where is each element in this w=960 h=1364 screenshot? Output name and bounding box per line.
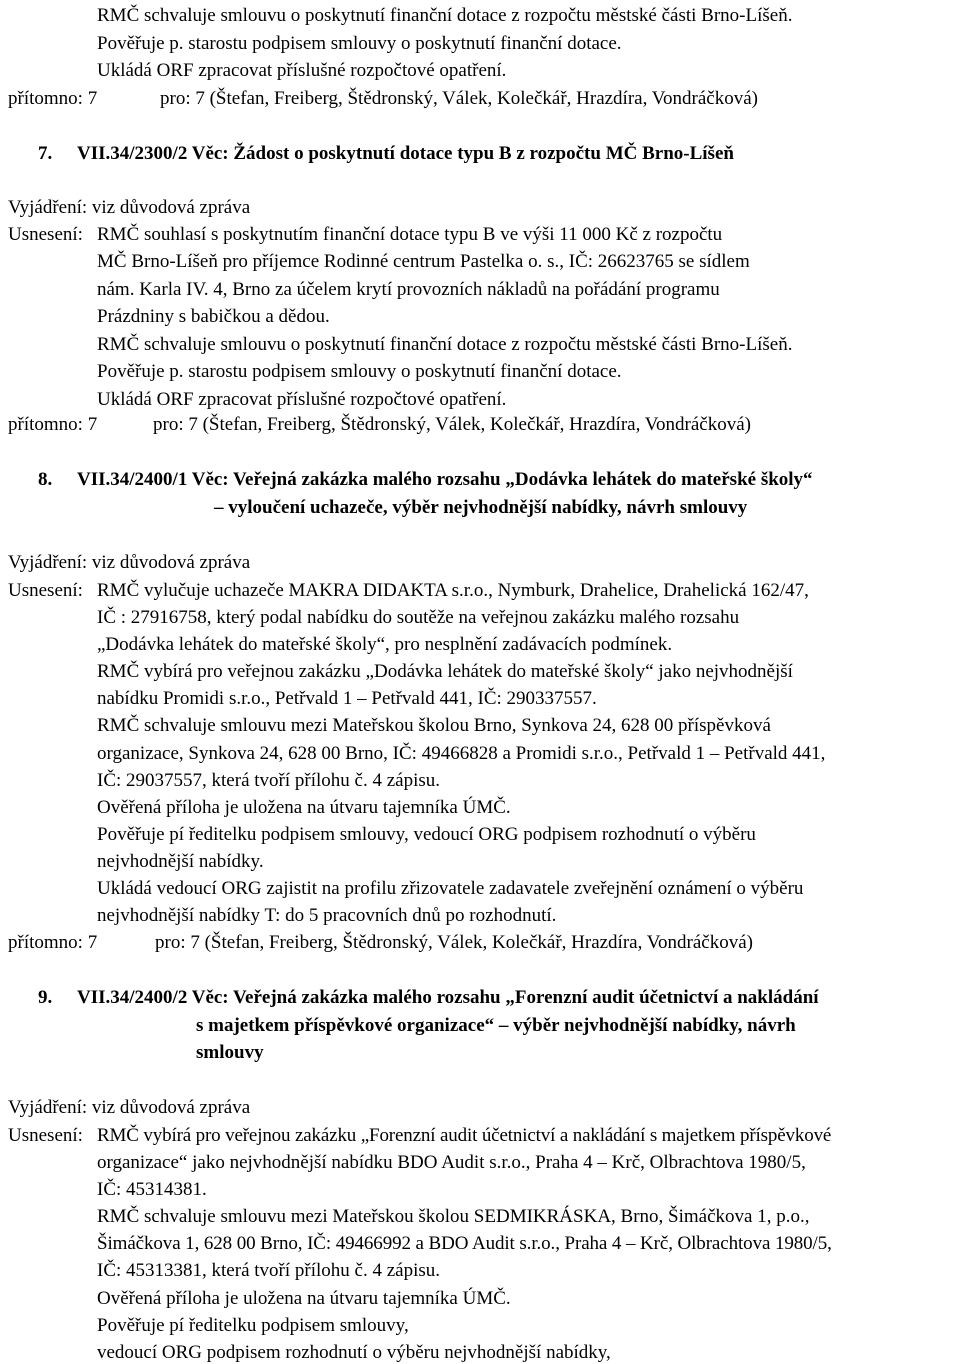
resolution-line: IČ: 45313381, která tvoří přílohu č. 4 zápisu. xyxy=(97,1260,440,1281)
resolution-label: Usnesení: xyxy=(8,224,83,245)
item-number: 7. xyxy=(38,143,53,164)
resolution-line: IČ : 27916758, který podal nabídku do soutěže na veřejnou zakázku malého rozsahu xyxy=(97,607,740,628)
resolution-label: Usnesení: xyxy=(8,1125,83,1146)
resolution-line: RMČ schvaluje smlouvu mezi Mateřskou školou Brno, Synkova 24, 628 00 příspěvková xyxy=(97,715,771,736)
resolution-line: Ověřená příloha je uložena na útvaru tajemníka ÚMČ. xyxy=(97,1288,511,1309)
resolution-line: RMČ schvaluje smlouvu mezi Mateřskou školou SEDMIKRÁSKA, Brno, Šimáčkova 1, p.o., xyxy=(97,1206,810,1227)
statement-line: Vyjádření: viz důvodová zpráva xyxy=(8,1097,251,1118)
resolution-line: Pověřuje pí ředitelku podpisem smlouvy, xyxy=(97,1315,409,1336)
resolution-line: organizace, Synkova 24, 628 00 Brno, IČ: 49466828 a Promidi s.r.o., Petřvald 1 – Petřvald 441, xyxy=(97,743,826,764)
resolution-line: nabídku Promidi s.r.o., Petřvald 1 – Petřvald 441, IČ: 290337557. xyxy=(97,688,597,709)
item-heading: VII.34/2400/2 Věc: Veřejná zakázka malého rozsahu „Forenzní audit účetnictví a nakládání xyxy=(77,987,819,1008)
resolution-line: vedoucí ORG podpisem rozhodnutí o výběru nejvhodnější nabídky, xyxy=(97,1342,611,1363)
resolution-line: RMČ souhlasí s poskytnutím finanční dotace typu B ve výši 11 000 Kč z rozpočtu xyxy=(97,224,723,245)
present-label: přítomno: 7 xyxy=(8,414,98,435)
resolution-line: Pověřuje pí ředitelku podpisem smlouvy, vedoucí ORG podpisem rozhodnutí o výběru xyxy=(97,824,756,845)
resolution-line: Prázdniny s babičkou a dědou. xyxy=(97,306,330,327)
resolution-line: organizace“ jako nejvhodnější nabídku BDO Audit s.r.o., Praha 4 – Krč, Olbrachtova 1980/5, xyxy=(97,1152,806,1173)
item-number: 8. xyxy=(38,469,53,490)
resolution-line: RMČ vybírá pro veřejnou zakázku „Forenzní audit účetnictví a nakládání s majetkem příspěvkové xyxy=(97,1125,832,1146)
resolution-line: nejvhodnější nabídky. xyxy=(97,851,264,872)
resolution-line: Ukládá vedoucí ORG zajistit na profilu zřizovatele zadavatele zveřejnění oznámení o výběru xyxy=(97,878,804,899)
item-heading: VII.34/2400/1 Věc: Veřejná zakázka malého rozsahu „Dodávka lehátek do mateřské školy“ xyxy=(77,469,813,490)
resolution-line: Šimáčkova 1, 628 00 Brno, IČ: 49466992 a BDO Audit s.r.o., Praha 4 – Krč, Olbrachtova 1980/5, xyxy=(97,1233,832,1254)
resolution-line: „Dodávka lehátek do mateřské školy“, pro nesplnění zadávacích podmínek. xyxy=(97,634,673,655)
vote-line: pro: 7 (Štefan, Freiberg, Štědronský, Válek, Kolečkář, Hrazdíra, Vondráčková) xyxy=(153,414,751,435)
text-line: Pověřuje p. starostu podpisem smlouvy o poskytnutí finanční dotace. xyxy=(97,33,622,54)
resolution-line: RMČ vybírá pro veřejnou zakázku „Dodávka lehátek do mateřské školy“ jako nejvhodnější xyxy=(97,661,793,682)
resolution-line: MČ Brno-Líšeň pro příjemce Rodinné centrum Pastelka o. s., IČ: 26623765 se sídlem xyxy=(97,251,750,272)
present-label: přítomno: 7 xyxy=(8,88,98,109)
item-heading: s majetkem příspěvkové organizace“ – výběr nejvhodnější nabídky, návrh xyxy=(196,1015,796,1036)
item-heading: smlouvy xyxy=(196,1042,264,1063)
statement-line: Vyjádření: viz důvodová zpráva xyxy=(8,197,251,218)
text-line: RMČ schvaluje smlouvu o poskytnutí finanční dotace z rozpočtu městské části Brno-Líšeň. xyxy=(97,5,793,26)
resolution-line: IČ: 45314381. xyxy=(97,1179,207,1200)
text-line: Ukládá ORF zpracovat příslušné rozpočtové opatření. xyxy=(97,60,507,81)
statement-line: Vyjádření: viz důvodová zpráva xyxy=(8,552,251,573)
resolution-line: Ukládá ORF zpracovat příslušné rozpočtové opatření. xyxy=(97,389,507,410)
resolution-line: RMČ schvaluje smlouvu o poskytnutí finanční dotace z rozpočtu městské části Brno-Líšeň. xyxy=(97,334,793,355)
resolution-line: nám. Karla IV. 4, Brno za účelem krytí provozních nákladů na pořádání programu xyxy=(97,279,720,300)
vote-line: pro: 7 (Štefan, Freiberg, Štědronský, Válek, Kolečkář, Hrazdíra, Vondráčková) xyxy=(160,88,758,109)
item-heading: – vyloučení uchazeče, výběr nejvhodnější nabídky, návrh smlouvy xyxy=(214,497,748,518)
item-heading: VII.34/2300/2 Věc: Žádost o poskytnutí dotace typu B z rozpočtu MČ Brno-Líšeň xyxy=(77,143,734,164)
resolution-line: Pověřuje p. starostu podpisem smlouvy o poskytnutí finanční dotace. xyxy=(97,361,622,382)
resolution-label: Usnesení: xyxy=(8,580,83,601)
item-number: 9. xyxy=(38,987,53,1008)
resolution-line: IČ: 29037557, která tvoří přílohu č. 4 zápisu. xyxy=(97,770,440,791)
resolution-line: nejvhodnější nabídky T: do 5 pracovních dnů po rozhodnutí. xyxy=(97,905,557,926)
resolution-line: RMČ vylučuje uchazeče MAKRA DIDAKTA s.r.o., Nymburk, Drahelice, Drahelická 162/47, xyxy=(97,580,809,601)
resolution-line: Ověřená příloha je uložena na útvaru tajemníka ÚMČ. xyxy=(97,797,511,818)
present-label: přítomno: 7 xyxy=(8,932,98,953)
vote-line: pro: 7 (Štefan, Freiberg, Štědronský, Válek, Kolečkář, Hrazdíra, Vondráčková) xyxy=(155,932,753,953)
